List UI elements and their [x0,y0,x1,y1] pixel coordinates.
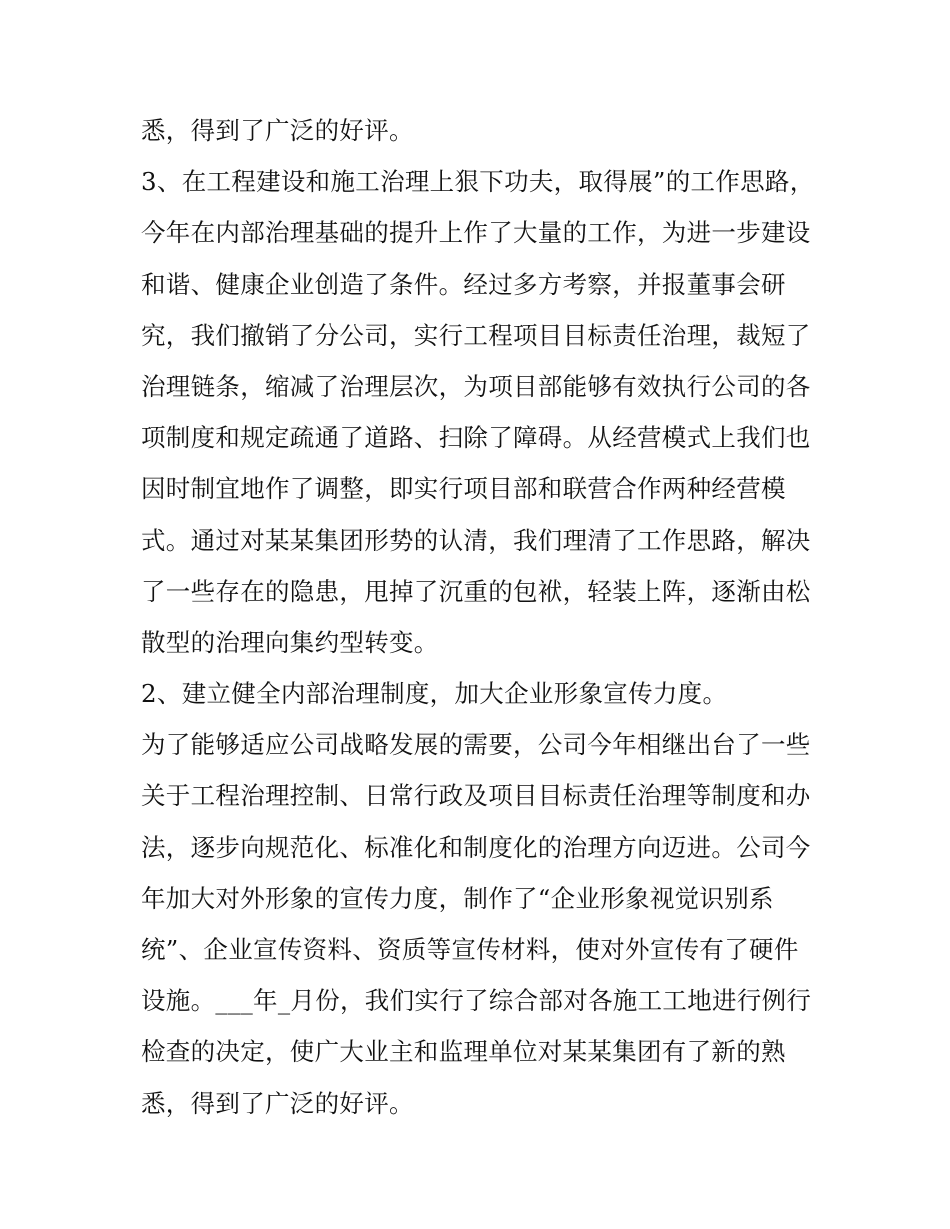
text-line: 因时制宜地作了调整，即实行项目部和联营合作两种经营模 [141,474,786,504]
text-line: 2、建立健全内部治理制度，加大企业形象宣传力度。 [141,679,728,709]
text-line: 检查的决定，使广大业主和监理单位对某某集团有了新的熟 [141,1037,786,1067]
text-line: 和谐、健康企业创造了条件。经过多方考察，并报董事会研 [141,269,786,299]
text-line: 悉，得到了广泛的好评。 [141,116,414,145]
document-body [141,105,821,1129]
text-line: 式。通过对某某集团形势的认清，我们理清了工作思路，解决 [141,525,811,555]
text-line: 统”、企业宣传资料、资质等宣传材料，使对外宣传有了硬件 [141,935,799,964]
text-line: 了一些存在的隐患，甩掉了沉重的包袱，轻装上阵，逐渐由松 [141,576,811,606]
text-line: 治理链条，缩减了治理层次，为项目部能够有效执行公司的各 [141,371,811,401]
text-line: 年加大对外形象的宣传力度，制作了“企业形象视觉识别系 [141,883,774,913]
text-line: 关于工程治理控制、日常行政及项目目标责任治理等制度和办 [141,781,811,811]
text-line: 散型的治理向集约型转变。 [141,627,439,657]
text-line: 3、在工程建设和施工治理上狠下功夫，取得展”的工作思路， [141,167,815,197]
text-line: 今年在内部治理基础的提升上作了大量的工作，为进一步建设 [141,218,811,248]
text-line: 法，逐步向规范化、标准化和制度化的治理方向迈进。公司今 [141,832,811,862]
text-line: 究，我们撤销了分公司，实行工程项目目标责任治理，裁短了 [141,320,811,350]
text-line: 悉，得到了广泛的好评。 [141,1088,414,1118]
text-line: 设施。___年_月份，我们实行了综合部对各施工工地进行例行 [141,986,812,1016]
text-line: 为了能够适应公司战略发展的需要，公司今年相继出台了一些 [141,730,811,760]
text-line: 项制度和规定疏通了道路、扫除了障碍。从经营模式上我们也 [141,423,811,453]
